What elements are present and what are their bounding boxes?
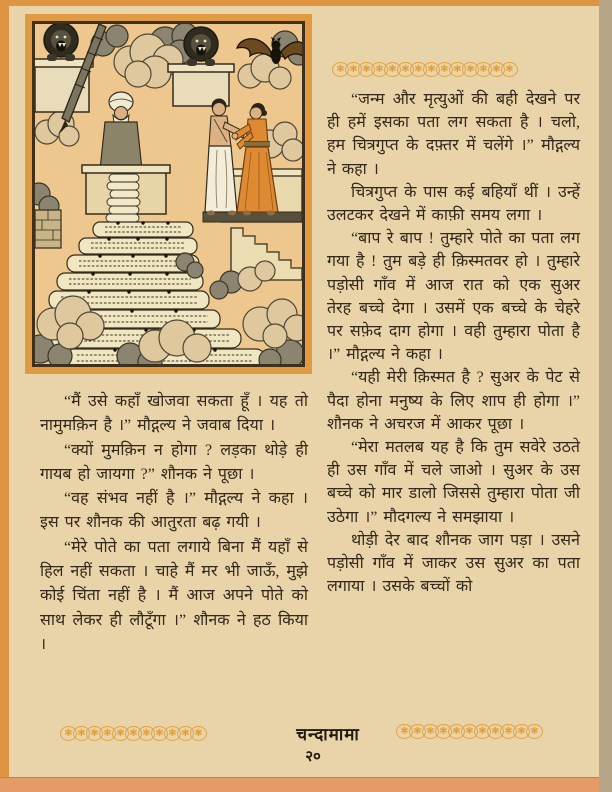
flower-ornament-icon: ✱ <box>462 62 479 77</box>
magazine-title: चन्दामामा <box>296 725 360 744</box>
story-column-right <box>327 88 580 598</box>
flower-ornament-icon: ✱ <box>423 62 440 77</box>
ornament-band-bottom-right <box>396 724 543 739</box>
scroll-stack <box>106 174 140 222</box>
flower-ornament-icon: ✱ <box>474 724 491 739</box>
flower-ornament-icon: ✱ <box>138 726 155 741</box>
flower-ornament-icon: ✱ <box>125 726 142 741</box>
flower-ornament-icon: ✱ <box>396 724 413 739</box>
flower-ornament-icon: ✱ <box>461 724 478 739</box>
brick-wall <box>35 210 61 248</box>
story-paragraph: “क्यों मुमक़िन न होगा ? लड़का थोड़े ही गायब हो जायगा ?” शौनक ने पूछा । <box>40 441 308 483</box>
flower-ornament-icon: ✱ <box>397 62 414 77</box>
flower-ornament-icon: ✱ <box>422 724 439 739</box>
flower-ornament-icon: ✱ <box>501 62 518 77</box>
flower-ornament-icon: ✱ <box>60 726 77 741</box>
ornament-band-top <box>332 62 518 77</box>
story-paragraph: “वह संभव नहीं है ।” मौद्गल्य ने कहा । इस पर शौनक की आतुरता बढ़ गयी । <box>40 490 308 532</box>
story-paragraph: “मैं उसे कहाँ खोजवा सकता हूँ । यह तो नामुमक़िन है ।” मौद्गल्य ने जवाब दिया । <box>40 393 308 435</box>
flower-ornament-icon: ✱ <box>410 62 427 77</box>
story-paragraph: थोड़ी देर बाद शौनक जाग पड़ा । उसने पड़ोसी गाँव में जाकर उस सुअर का पता लगाया । उसके बच्चों को <box>327 531 580 596</box>
page-number: २० <box>305 749 321 765</box>
flower-ornament-icon: ✱ <box>190 726 207 741</box>
story-paragraph: “यही मेरी क़िस्मत है ? सुअर के पेट से पैदा होना मनुष्य के लिए शाप ही होगा ।” शौनक ने अचरज में आकर पूछा । <box>327 369 580 433</box>
story-paragraph: चित्रगुप्त के पास कई बहियाँ थीं । उन्हें उलटकर देखने में काफ़ी समय लगा । <box>327 183 580 225</box>
flower-ornament-icon: ✱ <box>500 724 517 739</box>
story-paragraph: “जन्म और मृत्युओं की बही देखने पर ही हमें इसका पता लग सकता है । चलो, हम चित्रगुप्त के दफ़्तर में चलेंगे ।” मौद्गल्य ने कहा । <box>327 91 580 178</box>
flower-ornament-icon: ✱ <box>164 726 181 741</box>
flower-ornament-icon: ✱ <box>177 726 194 741</box>
flower-ornament-icon: ✱ <box>487 724 504 739</box>
flower-ornament-icon: ✱ <box>345 62 362 77</box>
story-paragraph: “बाप रे बाप ! तुम्हारे पोते का पता लग गया है ! तुम बड़े ही क़िस्मतवर हो । तुम्हारे पड़ोसी गाँव में आज रात को एक सुअर तेरह बच्चे देगा । उसमें एक बच्चे के चेहरे पर सफ़ेद दाग होगा । वही तुम्हारा पोता है ।” मौद्गल्य ने कहा । <box>327 230 580 364</box>
flower-ornament-icon: ✱ <box>112 726 129 741</box>
flower-ornament-icon: ✱ <box>151 726 168 741</box>
flower-ornament-icon: ✱ <box>436 62 453 77</box>
page-edge-left <box>0 0 9 792</box>
flower-ornament-icon: ✱ <box>371 62 388 77</box>
flower-ornament-icon: ✱ <box>409 724 426 739</box>
flower-ornament-icon: ✱ <box>435 724 452 739</box>
page-edge-top <box>0 0 612 6</box>
flower-ornament-icon: ✱ <box>448 724 465 739</box>
story-column-left <box>40 390 308 657</box>
page-edge-right <box>599 0 612 792</box>
story-illustration-frame <box>32 21 305 367</box>
story-illustration-art <box>35 24 302 364</box>
flower-ornament-icon: ✱ <box>475 62 492 77</box>
story-paragraph: “मेरा मतलब यह है कि तुम सवेरे उठते ही उस गाँव में चले जाओ । सुअर के उस बच्चे को मार डालो जिससे तुम्हारा पोता जी उठेगा ।” मौदगल्य ने समझाया । <box>327 439 580 526</box>
flower-ornament-icon: ✱ <box>488 62 505 77</box>
flower-ornament-icon: ✱ <box>526 724 543 739</box>
story-paragraph: “मेरे पोते का पता लगाये बिना मैं यहाँ से हिल नहीं सकता । चाहे मैं मर भी जाऊँ, मुझे कोई चिंता नहीं है । मैं आज अपने पोते को साथ लेकर ही लौटूँगा ।” शौनक ने हठ किया । <box>40 538 308 653</box>
flower-ornament-icon: ✱ <box>332 62 349 77</box>
page-edge-bottom <box>0 777 612 792</box>
flower-ornament-icon: ✱ <box>449 62 466 77</box>
flower-ornament-icon: ✱ <box>513 724 530 739</box>
platform <box>203 212 302 222</box>
flower-ornament-icon: ✱ <box>99 726 116 741</box>
flower-ornament-icon: ✱ <box>86 726 103 741</box>
flower-ornament-icon: ✱ <box>73 726 90 741</box>
ornament-band-bottom-left <box>60 726 207 741</box>
flower-ornament-icon: ✱ <box>358 62 375 77</box>
flower-ornament-icon: ✱ <box>384 62 401 77</box>
story-illustration <box>25 14 312 374</box>
